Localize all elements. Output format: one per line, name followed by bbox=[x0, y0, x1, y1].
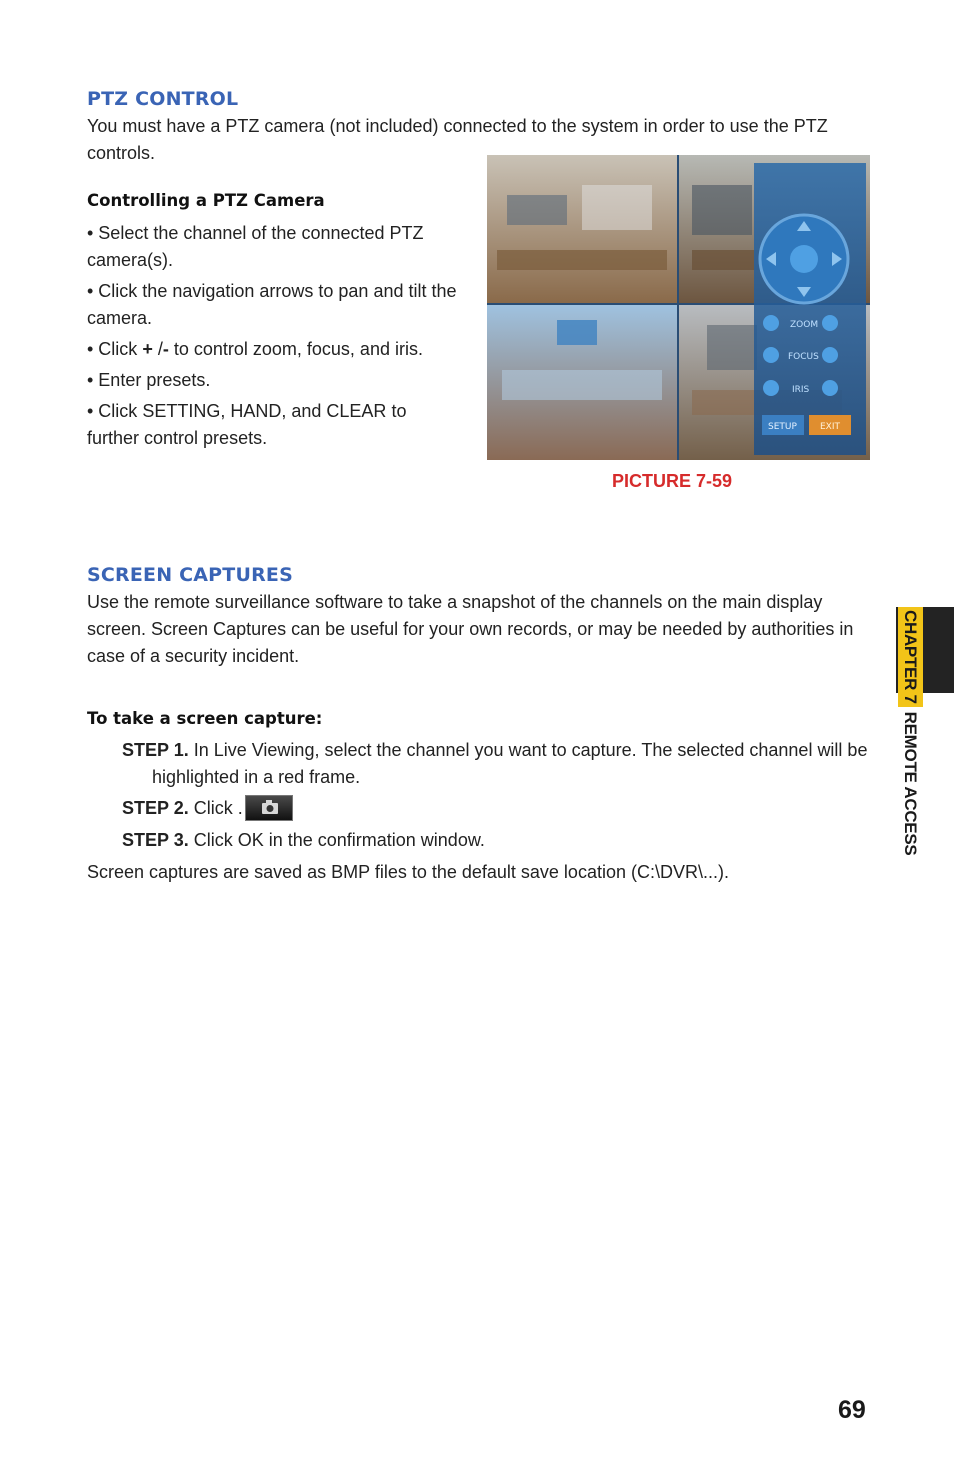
page-number: 69 bbox=[838, 1396, 866, 1424]
chapter-tab bbox=[896, 607, 924, 856]
captures-subheading: To take a screen capture: bbox=[87, 709, 323, 728]
ptz-screenshot bbox=[487, 155, 870, 460]
iris-label: IRIS bbox=[792, 385, 810, 395]
exit-label: EXIT bbox=[820, 422, 841, 432]
ok-label: OK bbox=[237, 830, 264, 850]
text: / bbox=[152, 339, 163, 359]
setup-label: SETUP bbox=[768, 422, 797, 432]
minus-label: - bbox=[162, 339, 169, 359]
step-1-text: In Live Viewing, select the channel you want to capture. The selected channel will be highlighted in a red frame. bbox=[152, 740, 868, 787]
zoom-label: ZOOM bbox=[790, 320, 819, 330]
text: • Click bbox=[87, 339, 143, 359]
step-1 bbox=[122, 737, 882, 791]
ptz-bullet-nav-arrows: • Click the navigation arrows to pan and tilt the camera. bbox=[87, 281, 457, 328]
chapter-label: CHAPTER 7 bbox=[898, 607, 923, 707]
section-label: REMOTE ACCESS bbox=[901, 711, 920, 856]
text: • Click bbox=[87, 401, 143, 421]
hand-label: HAND bbox=[230, 401, 282, 421]
captures-intro: Use the remote surveillance software to take a snapshot of the channels on the main display screen. Screen Captures can be useful for your own records, or may be needed by authorities in case of a security incident. bbox=[87, 592, 854, 666]
step-3-pre: Click bbox=[188, 830, 238, 850]
text: , bbox=[220, 401, 231, 421]
step-3-post: in the confirmation window. bbox=[263, 830, 485, 850]
ptz-heading: PTZ CONTROL bbox=[87, 88, 239, 110]
ptz-bullet-zoom-focus bbox=[87, 336, 457, 363]
captures-footer-note: Screen captures are saved as BMP files to the default save location (C:\DVR\...). bbox=[87, 862, 729, 882]
focus-label: FOCUS bbox=[788, 352, 819, 362]
step-1-label: STEP 1. bbox=[122, 740, 189, 760]
setting-label: SETTING bbox=[142, 401, 221, 421]
captures-heading: SCREEN CAPTURES bbox=[87, 564, 293, 586]
text: to further control presets. bbox=[87, 401, 407, 448]
clear-label: CLEAR bbox=[326, 401, 387, 421]
chapter-tab-label bbox=[896, 607, 924, 855]
step-2-text: Click . bbox=[188, 798, 243, 818]
text: , and bbox=[281, 401, 327, 421]
text: to control zoom, focus, and iris. bbox=[168, 339, 423, 359]
figure-caption: PICTURE 7-59 bbox=[612, 471, 733, 491]
plus-label: + bbox=[142, 339, 153, 359]
step-2-label: STEP 2. bbox=[122, 798, 189, 818]
ptz-bullet-control-presets bbox=[87, 398, 457, 452]
ptz-subheading: Controlling a PTZ Camera bbox=[87, 191, 325, 210]
step-3 bbox=[122, 827, 485, 854]
ptz-intro: You must have a PTZ camera (not included) connected to the system in order to use the PTZ controls. bbox=[87, 116, 828, 163]
camera-icon[interactable] bbox=[245, 795, 293, 821]
ptz-screenshot-graphic bbox=[487, 155, 870, 460]
step-2 bbox=[122, 795, 293, 822]
step-3-label: STEP 3. bbox=[122, 830, 189, 850]
ptz-bullet-presets: • Enter presets. bbox=[87, 370, 211, 390]
ptz-bullet-list bbox=[87, 220, 457, 452]
ptz-bullet-select-channel: • Select the channel of the connected PTZ camera(s). bbox=[87, 223, 424, 270]
